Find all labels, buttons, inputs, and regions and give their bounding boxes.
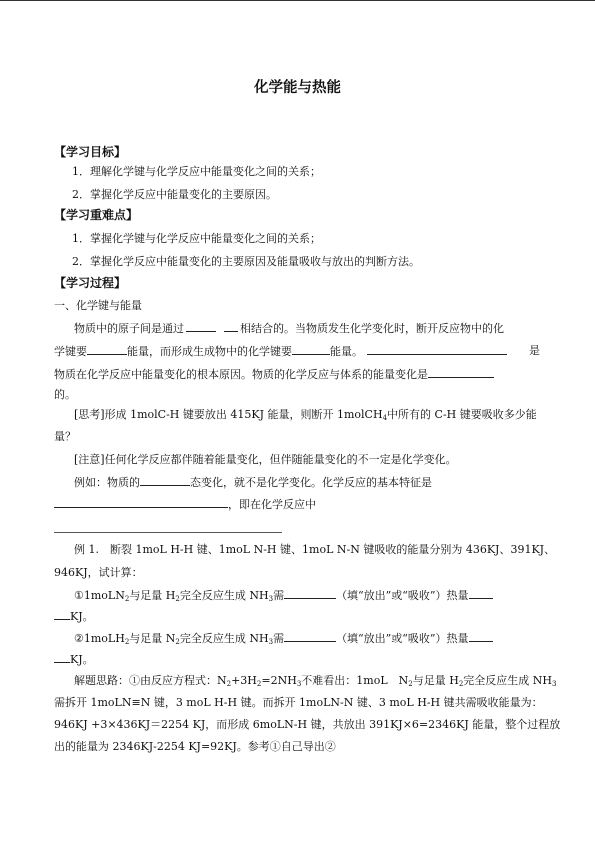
blank xyxy=(469,588,493,599)
example-line-1: 例如：物质的 态变化，就不是化学变化。化学反应的基本特征是 xyxy=(74,476,432,489)
goal-item-1: 1．理解化学键与化学反应中能量变化之间的关系； xyxy=(72,165,321,178)
blank xyxy=(469,631,493,642)
question-2-line-2: KJ。 xyxy=(54,652,94,667)
blank xyxy=(186,321,216,332)
question-1-line-2: KJ。 xyxy=(54,609,94,624)
page-title: 化学能与热能 xyxy=(254,80,341,96)
blank xyxy=(54,652,70,663)
blank xyxy=(284,631,336,642)
section-1-heading: 一、化学键与能量 xyxy=(54,299,142,312)
key-points-heading: 【学习重难点】 xyxy=(54,208,139,222)
blank xyxy=(87,344,127,355)
solution-line-4: 出的能量为 2346KJ-2254 KJ=92KJ。参考①自己导出② xyxy=(54,740,336,753)
paragraph-1-line-1: 物质中的原子间是通过 相结合的。当物质发生化学变化时，断开反应物中的化 xyxy=(74,322,504,335)
question-2-line-1: ②1moLH$_2$与足量 $N_2$完全反应生成 $NH_3$需 （填“放出”或“吸收”）热量 xyxy=(74,631,493,646)
blank xyxy=(54,609,70,620)
blank xyxy=(54,497,228,508)
question-1-line-1: ①1moLN$_2$与足量 $H_2$完全反应生成 $NH_3$需 （填“放出”或“吸收”）热量 xyxy=(74,588,493,603)
think-line-1: [思考]形成 1molC-H 键要放出 415KJ 能量，则断开 1molCH$_4$中所有的 C-H 键要吸收多少能 xyxy=(74,408,537,422)
blank xyxy=(428,367,494,378)
blank xyxy=(367,344,507,355)
goals-heading: 【学习目标】 xyxy=(54,145,127,159)
key-point-item-2: 2．掌握化学反应中能量变化的主要原因及能量吸收与放出的判断方法。 xyxy=(72,255,420,268)
think-line-2: 量？ xyxy=(54,430,76,443)
solution-line-1: 解题思路：①由反应方程式：$N_2+3H_2=2NH_3$不难看出：1moL $N_2$与足量 $H_2$完全反应生成 $NH_3$ xyxy=(74,674,557,688)
answer-underline xyxy=(54,532,282,533)
paragraph-1-line-4: 的。 xyxy=(54,388,76,401)
key-point-item-1: 1．掌握化学键与化学反应中能量变化之间的关系； xyxy=(72,232,321,245)
paragraph-1-line-2: 学键要 能量，而形成生成物中的化学键要 能量。 是 xyxy=(54,344,540,358)
solution-line-2: 需拆开 1moLN≡N 键，3 moL H-H 键。而拆开 1moLN-N 键、3 moL H-H 键共需吸收能量为： xyxy=(54,696,543,709)
example-1-line-2: 946KJ，试计算： xyxy=(54,566,143,579)
example-1-line-1: 例 1. 断裂 1moL H-H 键、1moL N-H 键、1moL N-N 键吸收的能量分别为 436KJ、391KJ、 xyxy=(74,543,556,556)
process-heading: 【学习过程】 xyxy=(54,276,127,290)
goal-item-2: 2．掌握化学反应中能量变化的主要原因。 xyxy=(72,188,277,201)
solution-line-3: 946KJ +3×436KJ＝2254 KJ，而形成 6moLN-H 键，共放出 391KJ×6=2346KJ 能量，整个过程放 xyxy=(54,718,561,731)
top-border xyxy=(0,0,595,1)
blank xyxy=(292,344,330,355)
example-line-2: ，即在化学反应中 xyxy=(54,497,316,512)
blank xyxy=(224,321,238,332)
blank xyxy=(140,475,190,486)
paragraph-1-line-3: 物质在化学反应中能量变化的根本原因。物质的化学反应与体系的能量变化是 xyxy=(54,367,494,382)
note-line: [注意]任何化学反应都伴随着能量变化，但伴随能量变化的不一定是化学变化。 xyxy=(74,453,457,466)
blank xyxy=(284,588,336,599)
